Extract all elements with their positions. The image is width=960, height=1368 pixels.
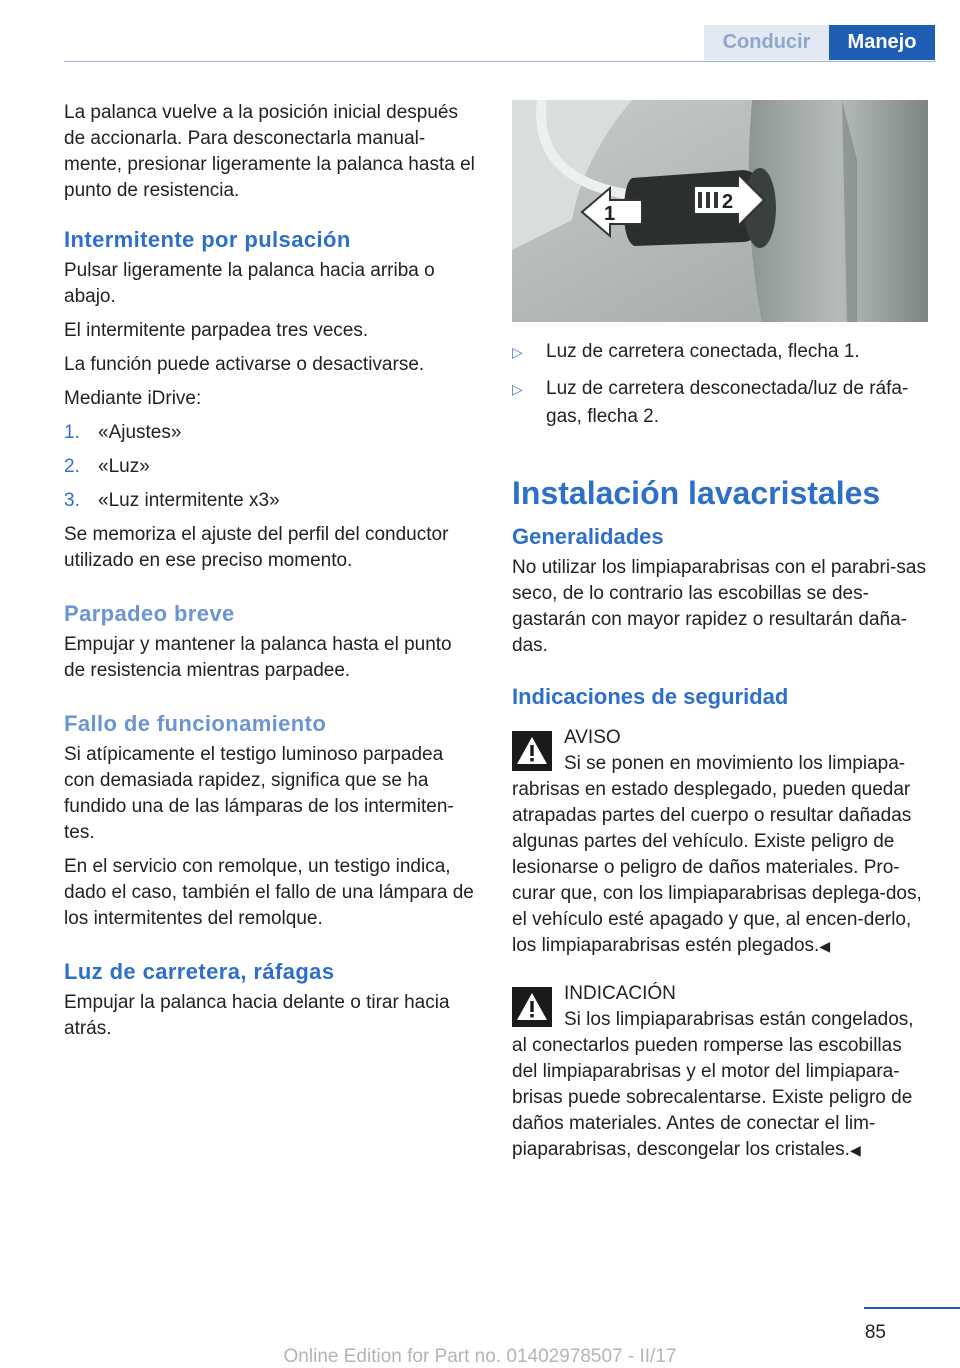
step-number: 3. [64,490,80,511]
heading-luz-carretera: Luz de carretera, ráfagas [64,959,335,984]
section-tabs [704,25,935,60]
page-number-rule [864,1307,960,1309]
list-item [64,488,476,514]
step-text: «Luz» [98,456,150,477]
warning-text [512,1033,932,1163]
heading-parpadeo-breve: Parpadeo breve [64,601,235,626]
paragraph: La función puede activarse o desactivarse. [64,354,425,375]
arrow-label-1: 1 [604,203,616,225]
footer-edition: Online Edition for Part no. 01402978507 - II/17 [283,1346,677,1367]
lever-image [512,100,928,322]
step-number: 1. [64,422,80,443]
right-column [512,100,932,1163]
end-mark-icon: ◀ [819,938,831,954]
heading-intermitente-pulsacion: Intermitente por pulsación [64,227,351,252]
bullet-text: Luz de carretera conectada, flecha 1. [546,341,860,362]
lever-illustration [512,100,928,322]
bullet-text: Luz de carretera desconectada/luz de ráfa-gas, flecha 2. [546,378,909,427]
paragraph: Empujar la palanca hacia delante o tirar hacia atrás. [64,992,450,1039]
warning-first-line: Si los limpiaparabrisas están congelados, [564,1009,914,1030]
paragraph: Pulsar ligeramente la palanca hacia arriba o abajo. [64,260,435,307]
arrow-label-2: 2 [722,191,734,213]
heading-seguridad: Indicaciones de seguridad [512,684,789,709]
warning-triangle-icon [512,731,552,771]
page-number: 85 [864,1322,886,1343]
beam-bullets [512,338,932,431]
tab-conducir[interactable]: Conducir [704,25,829,60]
end-mark-icon: ◀ [849,1142,861,1158]
paragraph: En el servicio con remolque, un testigo indica, dado el caso, también el fallo de una lámpara de los intermitentes del remolque. [64,856,474,929]
step-text: «Luz intermitente x3» [98,490,280,511]
tab-manejo[interactable]: Manejo [829,25,935,60]
paragraph: Se memoriza el ajuste del perfil del conductor utilizado en ese preciso momento. [64,524,449,571]
warning-triangle-icon [512,987,552,1027]
step-text: «Ajustes» [98,422,182,443]
list-item [64,454,476,480]
idrive-steps [64,420,476,514]
warning-first-line: Si se ponen en movimiento los limpiapa- [564,753,906,774]
left-column [64,100,476,1042]
section-title: Instalación lavacristales [512,475,881,511]
bullet-triangle-icon: ▷ [512,344,523,360]
heading-generalidades: Generalidades [512,524,664,549]
list-item [64,420,476,446]
paragraph: Si atípicamente el testigo luminoso parpadea con demasiada rapidez, significa que se ha fundido una de las lámparas de los intermiten-tes. [64,744,454,843]
list-item [512,375,932,431]
paragraph: El intermitente parpadea tres veces. [64,320,369,341]
warning-title: INDICACIÓN [564,983,676,1004]
header-divider [64,61,935,62]
paragraph: Empujar y mantener la palanca hasta el punto de resistencia mientras parpadee. [64,634,452,681]
paragraph: No utilizar los limpiaparabrisas con el parabri-sas seco, de lo contrario las escobillas se des-gastarán con mayor rapidez o resultarán daña-das. [512,557,926,656]
warning-aviso [512,725,932,959]
bullet-triangle-icon: ▷ [512,381,523,397]
paragraph: Mediante iDrive: [64,388,202,409]
warning-title: AVISO [564,727,621,748]
warning-text [512,777,932,959]
warning-body: rabrisas en estado desplegado, pueden quedar atrapadas partes del cuerpo o resultar dañadas algunas partes del vehículo. Existe peligro de lesionarse o peligro de daños materiales. Pro-curar que, con los limpiaparabrisas deplega-dos, el vehículo esté apagado y que, al encen-derlo, los limpiaparabrisas estén plegados. [512,779,922,956]
step-number: 2. [64,456,80,477]
list-item [512,338,932,366]
heading-fallo-funcionamiento: Fallo de funcionamiento [64,711,327,736]
intro-paragraph: La palanca vuelve a la posición inicial después de accionarla. Para desconectarla manual-mente, presionar ligeramente la palanca hasta el punto de resistencia. [64,102,475,201]
warning-indicacion [512,981,932,1163]
warning-body: al conectarlos pueden romperse las escobillas del limpiaparabrisas y el motor del limpiapara-brisas puede sobrecalentarse. Existe peligro de daños materiales. Antes de conectar el lim-piaparabrisas, descongelar los cristales. [512,1035,913,1160]
